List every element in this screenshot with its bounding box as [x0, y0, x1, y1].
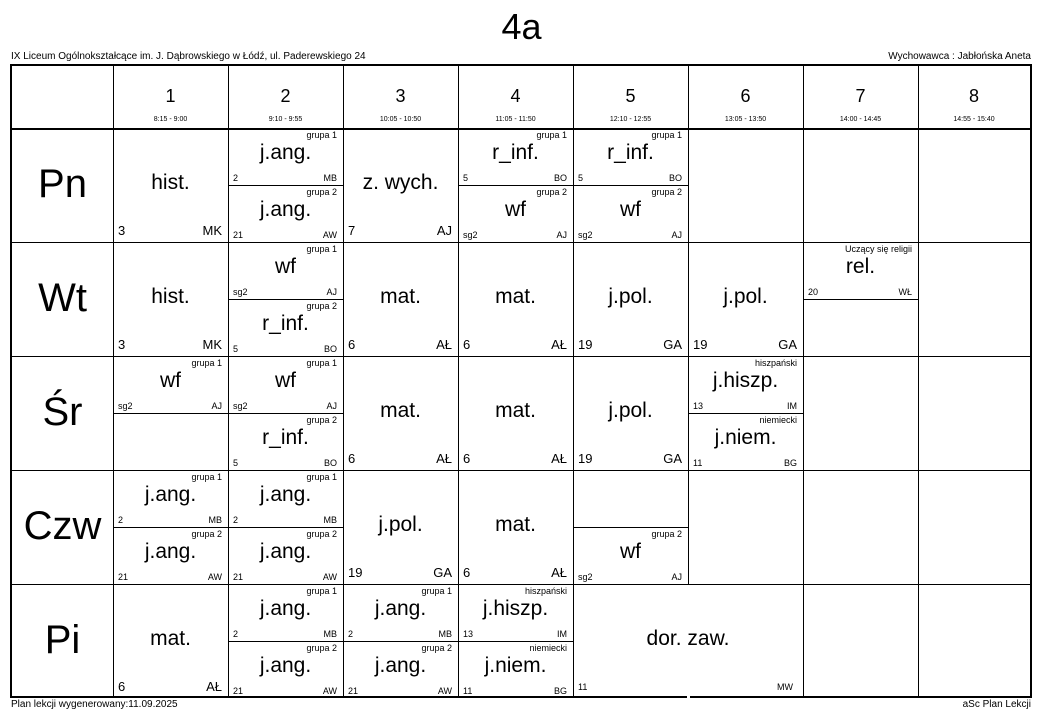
period-number: 3 — [395, 86, 406, 106]
lesson-room: 6 — [348, 451, 356, 466]
day-label: Wt — [38, 276, 87, 320]
lesson-subject: j.ang. — [259, 141, 312, 164]
lesson-teacher: AW — [322, 572, 337, 582]
lesson-room: 2 — [233, 515, 239, 525]
lesson-room: 19 — [348, 565, 363, 580]
lesson-teacher: MK — [202, 337, 222, 352]
lesson-teacher: MB — [208, 515, 222, 525]
lesson-teacher: GA — [663, 451, 682, 466]
lesson-cell[interactable] — [573, 584, 803, 698]
lesson-group: grupa 2 — [536, 187, 567, 197]
lesson-subject: j.ang. — [259, 597, 312, 620]
period-time: 10:05 - 10:50 — [379, 116, 422, 123]
lesson-teacher: BO — [553, 173, 567, 183]
period-time: 13:05 - 13:50 — [724, 116, 767, 123]
lesson-group: grupa 2 — [306, 529, 337, 539]
lesson-group: grupa 2 — [306, 415, 337, 425]
lesson-group: grupa 2 — [651, 187, 682, 197]
period-time: 12:10 - 12:55 — [609, 116, 652, 123]
lesson-teacher: GA — [778, 337, 797, 352]
lesson-teacher: IM — [787, 401, 797, 411]
lesson-cell[interactable] — [573, 527, 688, 584]
lesson-subject: j.ang. — [144, 540, 197, 563]
lesson-room: 19 — [578, 337, 593, 352]
lesson-subject: dor. zaw. — [646, 627, 730, 650]
generated-date: Plan lekcji wygenerowany:11.09.2025 — [11, 699, 178, 710]
lesson-group: grupa 2 — [306, 187, 337, 197]
timetable-grid — [10, 64, 1032, 698]
lesson-cell[interactable] — [113, 356, 228, 413]
lesson-subject: mat. — [150, 627, 191, 650]
lesson-group: hiszpański — [524, 586, 567, 596]
lesson-teacher: BO — [323, 458, 337, 468]
lesson-subject: r_inf. — [607, 141, 654, 164]
lesson-subject: j.pol. — [608, 399, 653, 422]
lesson-room: 5 — [233, 458, 239, 468]
lesson-room: 5 — [578, 173, 584, 183]
lesson-teacher: MB — [438, 629, 452, 639]
period-number: 1 — [165, 86, 176, 106]
lesson-teacher: BO — [323, 344, 337, 354]
period-time: 9:10 - 9:55 — [268, 116, 303, 123]
lesson-subject: j.ang. — [374, 597, 427, 620]
lesson-cell[interactable] — [573, 185, 688, 242]
lesson-subject: rel. — [845, 255, 876, 278]
lesson-room: 19 — [693, 337, 708, 352]
lesson-subject: j.hiszp. — [482, 597, 549, 620]
split-divider — [113, 413, 228, 414]
lesson-cell[interactable] — [228, 641, 343, 698]
day-label: Czw — [23, 504, 102, 548]
lesson-subject: j.ang. — [259, 540, 312, 563]
lesson-cell[interactable] — [228, 299, 343, 356]
day-label: Pi — [44, 618, 81, 662]
lesson-room: 21 — [348, 686, 359, 696]
lesson-cell[interactable] — [573, 128, 688, 185]
period-time: 11:05 - 11:50 — [495, 116, 536, 123]
lesson-cell[interactable] — [343, 470, 458, 584]
lesson-teacher: AŁ — [436, 337, 452, 352]
lesson-room: 2 — [348, 629, 354, 639]
lesson-group: grupa 1 — [306, 472, 337, 482]
lesson-teacher: MB — [323, 515, 337, 525]
lesson-subject: j.pol. — [723, 285, 768, 308]
day-label: Pn — [38, 162, 87, 206]
lesson-cell[interactable] — [573, 356, 688, 470]
lesson-cell[interactable] — [458, 185, 573, 242]
lesson-cell[interactable] — [458, 470, 573, 584]
homeroom-teacher: Wychowawca : Jabłońska Aneta — [888, 51, 1031, 62]
split-divider — [803, 299, 918, 300]
period-number: 6 — [740, 86, 751, 106]
day-label: Śr — [42, 390, 83, 434]
lesson-cell[interactable] — [458, 584, 573, 641]
lesson-group: grupa 1 — [306, 244, 337, 254]
lesson-teacher: AŁ — [436, 451, 452, 466]
lesson-group: grupa 2 — [651, 529, 682, 539]
lesson-cell[interactable] — [228, 584, 343, 641]
lesson-room: 5 — [233, 344, 239, 354]
lesson-room: 3 — [118, 223, 126, 238]
lesson-cell[interactable] — [343, 641, 458, 698]
lesson-teacher: AW — [437, 686, 452, 696]
period-number: 2 — [280, 86, 291, 106]
lesson-teacher: AJ — [436, 223, 452, 238]
lesson-subject: j.ang. — [144, 483, 197, 506]
lesson-cell[interactable] — [343, 242, 458, 356]
lesson-teacher: AJ — [671, 230, 682, 240]
lesson-cell[interactable] — [228, 128, 343, 185]
lesson-room: 21 — [233, 686, 244, 696]
lesson-room: 21 — [233, 572, 244, 582]
period-number: 4 — [510, 86, 521, 106]
lesson-cell[interactable] — [113, 584, 228, 698]
lesson-subject: z. wych. — [362, 171, 439, 194]
lesson-group: niemiecki — [759, 415, 797, 425]
period-number: 5 — [625, 86, 636, 106]
lesson-teacher: WŁ — [898, 287, 912, 297]
lesson-teacher: AŁ — [206, 679, 222, 694]
lesson-subject: r_inf. — [262, 312, 309, 335]
lesson-cell[interactable] — [458, 641, 573, 698]
app-name: aSc Plan Lekcji — [962, 699, 1031, 710]
lesson-subject: j.niem. — [484, 654, 547, 677]
lesson-cell[interactable] — [458, 356, 573, 470]
lesson-cell[interactable] — [228, 185, 343, 242]
lesson-cell[interactable] — [228, 470, 343, 527]
period-time: 14:55 - 15:40 — [953, 116, 995, 123]
lesson-subject: wf — [620, 540, 641, 563]
lesson-teacher: AJ — [326, 401, 337, 411]
lesson-room: 21 — [233, 230, 244, 240]
lesson-room: 2 — [233, 173, 239, 183]
lesson-room: 6 — [463, 337, 471, 352]
lesson-subject: hist. — [151, 171, 190, 194]
lesson-group: niemiecki — [529, 643, 567, 653]
lesson-teacher: MB — [323, 173, 337, 183]
lesson-teacher: AW — [322, 686, 337, 696]
lesson-room: 13 — [463, 629, 474, 639]
lesson-cell[interactable] — [803, 242, 918, 299]
lesson-subject: j.ang. — [259, 654, 312, 677]
lesson-teacher: AŁ — [551, 337, 567, 352]
lesson-subject: j.hiszp. — [712, 369, 779, 392]
lesson-cell[interactable] — [343, 584, 458, 641]
lesson-cell[interactable] — [573, 242, 688, 356]
lesson-subject: wf — [160, 369, 181, 392]
lesson-room: 11 — [693, 458, 703, 468]
lesson-subject: mat. — [380, 399, 421, 422]
lesson-cell[interactable] — [113, 128, 228, 242]
period-time: 14:00 - 14:45 — [839, 116, 882, 123]
lesson-teacher: MK — [202, 223, 222, 238]
lesson-room: 20 — [808, 287, 819, 297]
lesson-subject: j.ang. — [259, 198, 312, 221]
lesson-group: hiszpański — [754, 358, 797, 368]
lesson-group: grupa 1 — [306, 586, 337, 596]
lesson-cell[interactable] — [458, 242, 573, 356]
lesson-room: 6 — [463, 451, 471, 466]
period-time: 8:15 - 9:00 — [153, 116, 188, 123]
lesson-room: 2 — [233, 629, 239, 639]
lesson-teacher: AW — [207, 572, 222, 582]
lesson-subject: j.niem. — [714, 426, 777, 449]
lesson-subject: mat. — [495, 285, 536, 308]
lesson-group: grupa 1 — [191, 358, 222, 368]
lesson-teacher: AJ — [326, 287, 337, 297]
lesson-teacher: BO — [668, 173, 682, 183]
lesson-subject: wf — [275, 255, 296, 278]
lesson-room: 5 — [463, 173, 469, 183]
lesson-subject: wf — [620, 198, 641, 221]
lesson-group: grupa 1 — [536, 130, 567, 140]
lesson-cell[interactable] — [688, 413, 803, 470]
lesson-group: grupa 2 — [306, 643, 337, 653]
lesson-subject: wf — [275, 369, 296, 392]
lesson-subject: wf — [505, 198, 526, 221]
lesson-room: 11 — [463, 686, 473, 696]
lesson-teacher: IM — [557, 629, 567, 639]
lesson-room: sg2 — [578, 572, 593, 582]
class-title: 4a — [501, 6, 542, 47]
lesson-cell[interactable] — [228, 356, 343, 413]
lesson-subject: j.pol. — [608, 285, 653, 308]
lesson-group: grupa 1 — [191, 472, 222, 482]
lesson-room: sg2 — [118, 401, 133, 411]
lesson-cell[interactable] — [343, 356, 458, 470]
period-number: 7 — [855, 86, 866, 106]
lesson-group: grupa 2 — [191, 529, 222, 539]
lesson-teacher: GA — [663, 337, 682, 352]
lesson-cell[interactable] — [113, 470, 228, 527]
lesson-room: sg2 — [233, 287, 248, 297]
column-divider — [803, 66, 804, 696]
lesson-subject: mat. — [495, 513, 536, 536]
lesson-cell[interactable] — [343, 128, 458, 242]
lesson-room: 7 — [348, 223, 356, 238]
lesson-room: sg2 — [463, 230, 478, 240]
lesson-room: sg2 — [578, 230, 593, 240]
lesson-cell[interactable] — [688, 356, 803, 413]
lesson-cell[interactable] — [458, 128, 573, 185]
lesson-subject: j.pol. — [378, 513, 423, 536]
lesson-subject: r_inf. — [492, 141, 539, 164]
lesson-teacher: AŁ — [551, 565, 567, 580]
lesson-group: grupa 1 — [421, 586, 452, 596]
lesson-room: 19 — [578, 451, 593, 466]
lesson-subject: hist. — [151, 285, 190, 308]
lesson-group: Uczący się religii — [844, 244, 912, 254]
lesson-teacher: BG — [783, 458, 797, 468]
lesson-cell[interactable] — [228, 242, 343, 299]
lesson-group: grupa 1 — [306, 358, 337, 368]
lesson-group: grupa 1 — [306, 130, 337, 140]
lesson-teacher: MB — [323, 629, 337, 639]
lesson-teacher: GA — [433, 565, 452, 580]
lesson-subject: r_inf. — [262, 426, 309, 449]
lesson-room: 6 — [463, 565, 471, 580]
lesson-cell[interactable] — [113, 242, 228, 356]
lesson-cell[interactable] — [228, 413, 343, 470]
lesson-teacher: AW — [322, 230, 337, 240]
lesson-group: grupa 2 — [306, 301, 337, 311]
lesson-room: 11 — [578, 682, 588, 692]
lesson-teacher: MW — [777, 682, 793, 692]
school-name: IX Liceum Ogólnokształcące im. J. Dąbrowskiego w Łódź, ul. Paderewskiego 24 — [11, 51, 366, 62]
lesson-cell[interactable] — [113, 527, 228, 584]
lesson-room: 3 — [118, 337, 126, 352]
lesson-group: grupa 1 — [651, 130, 682, 140]
lesson-subject: j.ang. — [259, 483, 312, 506]
lesson-room: sg2 — [233, 401, 248, 411]
lesson-room: 6 — [118, 679, 126, 694]
lesson-subject: j.ang. — [374, 654, 427, 677]
lesson-teacher: AŁ — [551, 451, 567, 466]
lesson-room: 6 — [348, 337, 356, 352]
lesson-teacher: BG — [553, 686, 567, 696]
lesson-teacher: AJ — [556, 230, 567, 240]
lesson-group: grupa 2 — [421, 643, 452, 653]
lesson-room: 2 — [118, 515, 124, 525]
lesson-cell[interactable] — [228, 527, 343, 584]
lesson-teacher: AJ — [671, 572, 682, 582]
lesson-subject: mat. — [380, 285, 421, 308]
lesson-teacher: AJ — [211, 401, 222, 411]
lesson-room: 21 — [118, 572, 129, 582]
lesson-cell[interactable] — [688, 242, 803, 356]
lesson-room: 13 — [693, 401, 704, 411]
lesson-subject: mat. — [495, 399, 536, 422]
period-number: 8 — [968, 86, 979, 106]
column-divider — [918, 66, 919, 696]
